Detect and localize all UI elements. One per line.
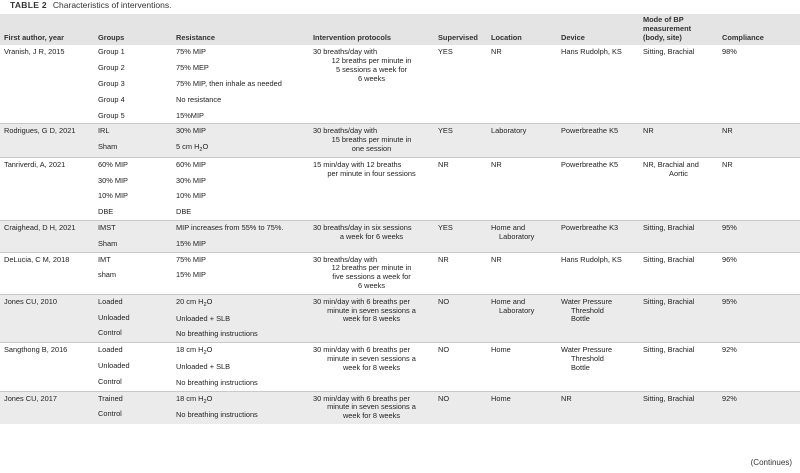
group-label: 60% MIP [98, 159, 128, 169]
protocol-cell [309, 343, 434, 391]
protocol-line: one session [351, 143, 392, 153]
bp-cell: Sitting, Brachial [639, 391, 718, 424]
protocol-line: per minute in four sessions [327, 168, 416, 178]
author-cell: DeLucia, C M, 2018 [0, 252, 94, 294]
group-label: 10% MIP [98, 191, 128, 201]
header-device: Device [557, 14, 639, 45]
group-label: Group 5 [98, 110, 125, 120]
resistance-value: 15% MIP [176, 238, 206, 248]
compliance-cell: 98% [722, 47, 737, 57]
resistance-text: O [202, 142, 209, 152]
resistance-cell [172, 294, 309, 342]
resistance-text: 18 cm H [176, 345, 204, 355]
author-cell: Jones CU, 2010 [0, 294, 94, 342]
bp-cell: Sitting, Brachial [639, 294, 718, 342]
group-label: Group 4 [98, 94, 125, 104]
protocol-line: 30 breaths/day with [313, 47, 378, 57]
protocol-line: 30 min/day with 6 breaths per [313, 393, 410, 403]
author-cell: Rodrigues, G D, 2021 [0, 124, 94, 157]
groups-cell [94, 157, 172, 220]
device-cell: Powerbreathe K5 [557, 157, 639, 220]
supervised-cell: YES [434, 220, 487, 252]
resistance-value: DBE [176, 207, 192, 217]
compliance-cell: 92% [718, 391, 800, 424]
resistance-value: 15%MIP [176, 110, 204, 120]
resistance-value: No breathing instructions [176, 410, 258, 420]
resistance-value: 30% MIP [176, 175, 206, 185]
group-label: Sham [98, 142, 118, 152]
group-label: IMST [98, 222, 116, 232]
bp-line: Aortic [669, 168, 688, 178]
resistance-cell [172, 391, 309, 424]
protocol-line: minute in seven sessions a [327, 305, 416, 315]
protocol-line: 15 min/day with 12 breaths [313, 159, 402, 169]
author-cell: Jones CU, 2017 [0, 391, 94, 424]
location-cell: NR [487, 157, 557, 220]
location-line: Home and [491, 222, 526, 232]
protocol-line: 12 breaths per minute in [331, 56, 412, 66]
resistance-cell [172, 252, 309, 294]
group-label: Group 1 [98, 47, 125, 57]
groups-cell [94, 343, 172, 391]
bp-line: NR, Brachial and [643, 159, 699, 169]
location-line: Home and [491, 296, 526, 306]
resistance-text: O [206, 393, 213, 403]
table-row-vranish [0, 45, 800, 123]
subscript: 2 [199, 147, 203, 154]
header-bp [639, 14, 718, 45]
device-line: Water Pressure [561, 345, 613, 355]
resistance-value: 75% MIP [176, 47, 206, 57]
header-compliance: Compliance [718, 14, 800, 45]
device-cell [557, 294, 639, 342]
resistance-text: O [206, 345, 213, 355]
group-label: Trained [98, 393, 123, 403]
table-row-jones-2010 [0, 294, 800, 342]
resistance-value [176, 143, 305, 153]
device-cell: Hans Rudolph, KS [561, 47, 622, 57]
device-cell [557, 343, 639, 391]
location-cell: NR [487, 252, 557, 294]
location-cell: Home [487, 391, 557, 424]
group-label: 30% MIP [98, 175, 128, 185]
protocol-cell [309, 45, 434, 123]
location-cell [487, 294, 557, 342]
resistance-value: 75% MIP, then inhale as needed [176, 78, 282, 88]
device-cell: NR [557, 391, 639, 424]
group-label: Control [98, 409, 122, 419]
header-supervised: Supervised [434, 14, 487, 45]
protocol-line: minute in seven sessions a [327, 353, 416, 363]
groups-cell [94, 252, 172, 294]
interventions-table [0, 14, 800, 424]
resistance-value: No breathing instructions [176, 377, 258, 387]
resistance-text: 5 cm H [176, 142, 200, 152]
protocol-line: 30 breaths/day with [313, 254, 378, 264]
group-label: Sham [98, 238, 118, 248]
resistance-value [176, 346, 305, 356]
location-cell [487, 220, 557, 252]
resistance-value: 75% MIP [176, 254, 206, 264]
group-label: DBE [98, 207, 114, 217]
resistance-value: MIP increases from 55% to 75%. [176, 222, 284, 232]
table-row-rodrigues [0, 124, 800, 157]
subscript: 2 [203, 398, 207, 405]
bp-cell [639, 157, 718, 220]
group-label: Unloaded [98, 360, 130, 370]
author-cell: Sangthong B, 2016 [0, 343, 94, 391]
group-label: Loaded [98, 345, 123, 355]
resistance-value: 30% MIP [176, 126, 206, 136]
device-cell: Hans Rudolph, KS [557, 252, 639, 294]
compliance-cell: 95% [718, 220, 800, 252]
protocol-line: week for 8 weeks [342, 362, 401, 372]
header-location: Location [487, 14, 557, 45]
resistance-value: Unloaded + SLB [176, 313, 231, 323]
header-groups: Groups [94, 14, 172, 45]
resistance-cell [172, 343, 309, 391]
bp-cell: Sitting, Brachial [639, 343, 718, 391]
table-label: TABLE 2 [10, 0, 47, 10]
resistance-value: 75% MEP [176, 63, 209, 73]
location-cell: Home [487, 343, 557, 391]
groups-cell [94, 391, 172, 424]
protocol-line: 5 sessions a week for [335, 64, 408, 74]
compliance-cell: 92% [718, 343, 800, 391]
table-caption [10, 0, 171, 10]
bp-cell: NR [639, 124, 718, 157]
resistance-cell [172, 124, 309, 157]
continues-note: (Continues) [750, 458, 792, 467]
subscript: 2 [203, 350, 207, 357]
supervised-cell: NR [434, 157, 487, 220]
supervised-cell: NO [434, 391, 487, 424]
device-cell: Powerbreathe K5 [557, 124, 639, 157]
compliance-cell: NR [718, 157, 800, 220]
protocol-line: 12 breaths per minute in [331, 263, 412, 273]
protocol-cell [309, 220, 434, 252]
protocol-cell [309, 124, 434, 157]
header-resistance: Resistance [172, 14, 309, 45]
resistance-text: O [206, 296, 213, 306]
location-cell: Laboratory [487, 124, 557, 157]
supervised-cell: NR [434, 252, 487, 294]
group-label: Group 2 [98, 63, 125, 73]
device-line: Bottle [571, 314, 590, 324]
resistance-cell [172, 45, 309, 123]
group-label: Unloaded [98, 312, 130, 322]
protocol-cell [309, 252, 434, 294]
author-cell: Vranish, J R, 2015 [4, 47, 65, 57]
resistance-value: 15% MIP [176, 270, 206, 280]
resistance-value: Unloaded + SLB [176, 361, 231, 371]
resistance-value [176, 395, 305, 405]
protocol-line: 15 breaths per minute in [331, 135, 412, 145]
groups-cell [94, 220, 172, 252]
table-row-craighead [0, 220, 800, 252]
protocol-line: week for 8 weeks [342, 411, 401, 421]
location-line: Laboratory [499, 305, 535, 315]
protocol-line: 30 min/day with 6 breaths per [313, 296, 410, 306]
groups-cell [94, 124, 172, 157]
bp-cell: Sitting, Brachial [643, 47, 695, 57]
table-title: Characteristics of interventions. [52, 0, 172, 10]
protocol-cell [309, 157, 434, 220]
protocol-line: a week for 6 weeks [339, 231, 404, 241]
groups-cell [94, 45, 172, 123]
subscript: 2 [203, 301, 207, 308]
bp-cell: Sitting, Brachial [639, 220, 718, 252]
group-label: IRL [98, 126, 110, 136]
device-line: Threshold [571, 353, 604, 363]
header-bp-line: (body, site) [643, 32, 682, 42]
resistance-value: No resistance [176, 94, 222, 104]
protocol-line: week for 8 weeks [342, 314, 401, 324]
group-label: Control [98, 376, 122, 386]
header-bp-line: Mode of BP [643, 15, 684, 24]
supervised-cell: YES [438, 47, 453, 57]
resistance-text: 20 cm H [176, 296, 204, 306]
protocol-line: 6 weeks [357, 280, 386, 290]
compliance-cell: NR [718, 124, 800, 157]
supervised-cell: NO [434, 343, 487, 391]
table-row-sangthong [0, 343, 800, 391]
device-cell: Powerbreathe K3 [557, 220, 639, 252]
resistance-value [176, 298, 305, 308]
header-bp-line: measurement [643, 23, 692, 33]
resistance-value: No breathing instructions [176, 329, 258, 339]
group-label: sham [98, 270, 117, 280]
resistance-value: 10% MIP [176, 191, 206, 201]
protocol-line: 30 breaths/day with [313, 126, 378, 136]
resistance-value: 60% MIP [176, 159, 206, 169]
protocol-line: 6 weeks [357, 73, 386, 83]
location-cell: NR [491, 47, 502, 57]
author-cell: Tanriverdi, A, 2021 [0, 157, 94, 220]
header-author: First author, year [0, 14, 94, 45]
table-row-tanriverdi [0, 157, 800, 220]
groups-cell [94, 294, 172, 342]
supervised-cell: YES [434, 124, 487, 157]
group-label: Loaded [98, 296, 123, 306]
group-label: Group 3 [98, 78, 125, 88]
resistance-cell [172, 157, 309, 220]
table-row-jones-2017 [0, 391, 800, 424]
device-line: Bottle [571, 362, 590, 372]
group-label: Control [98, 328, 122, 338]
protocol-cell [309, 294, 434, 342]
author-cell: Craighead, D H, 2021 [0, 220, 94, 252]
header-protocols: Intervention protocols [309, 14, 434, 45]
device-line: Threshold [571, 305, 604, 315]
protocol-line: minute in seven sessions a [327, 402, 416, 412]
protocol-cell [309, 391, 434, 424]
group-label: IMT [98, 254, 111, 264]
table-row-delucia [0, 252, 800, 294]
device-line: Water Pressure [561, 296, 613, 306]
header-row [0, 14, 800, 45]
compliance-cell: 95% [718, 294, 800, 342]
location-line: Laboratory [499, 231, 535, 241]
bp-cell: Sitting, Brachial [639, 252, 718, 294]
protocol-line: five sessions a week for [332, 272, 411, 282]
resistance-cell [172, 220, 309, 252]
resistance-text: 18 cm H [176, 393, 204, 403]
supervised-cell: NO [434, 294, 487, 342]
protocol-line: 30 breaths/day in six sessions [313, 222, 412, 232]
protocol-line: 30 min/day with 6 breaths per [313, 345, 410, 355]
compliance-cell: 96% [718, 252, 800, 294]
